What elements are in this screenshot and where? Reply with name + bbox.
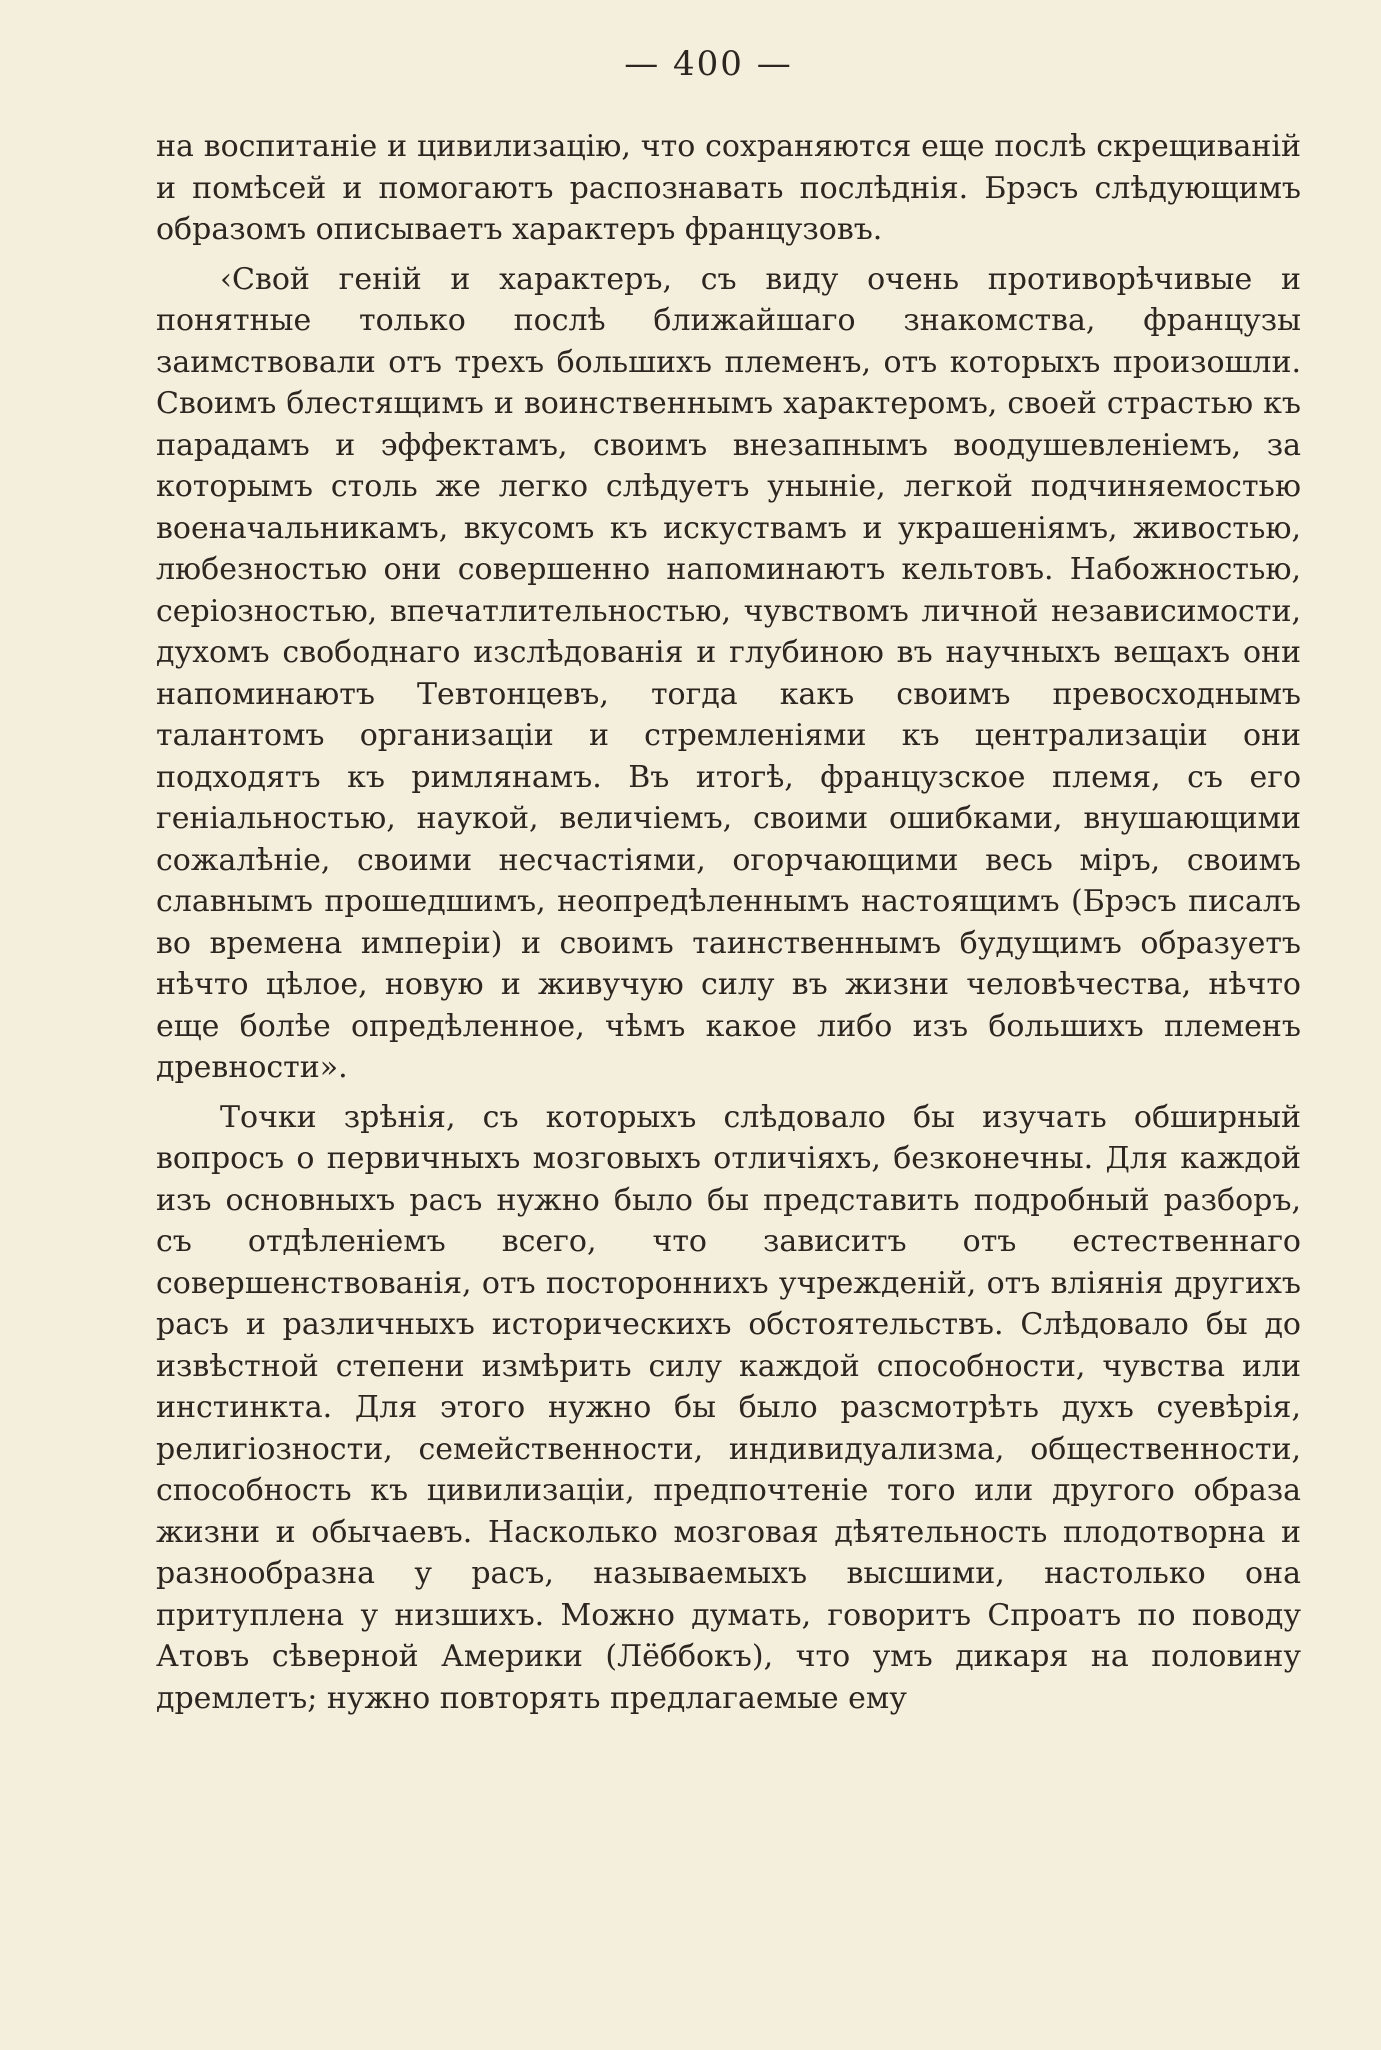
page-number: — 400 — [624,44,793,84]
paragraph-1: на воспитаніе и цивилизацію, что сохраняются еще послѣ скрещиваній и помѣсей и помогаютъ распознавать послѣднія. Брэсъ слѣдующимъ образомъ описываетъ характеръ французовъ. [156,129,1301,247]
paragraph-3: Точки зрѣнія, съ которыхъ слѣдовало бы изучать обширный вопросъ о первичныхъ мозговыхъ отличіяхъ, безконечны. Для каждой изъ основныхъ расъ нужно было бы представить подробный разборъ, съ отдѣленіемъ всего, что зависитъ отъ естественнаго совершенствованія, отъ постороннихъ учрежденій, отъ вліянія другихъ расъ и различныхъ историческихъ обстоятельствъ. Слѣдовало бы до извѣстной степени измѣрить силу каждой способности, чувства или инстинкта. Для этого нужно бы было разсмотрѣть духъ суевѣрія, религіозности, семейственности, индивидуализма, общественности, способность къ цивилизаціи, предпочтеніе того или другого образа жизни и обычаевъ. Насколько мозговая дѣятельность плодотворна и разнообразна у расъ, называемыхъ высшими, настолько она притуплена у низшихъ. Можно думать, говоритъ Спроатъ по поводу Атовъ сѣверной Америки (Лёббокъ), что умъ дикаря на половину дремлетъ; нужно повторять предлагаемые ему [156,1099,1301,1716]
paragraph-2: ‹Свой геній и характеръ, съ виду очень противорѣчивые и понятные только послѣ ближайшаго знакомства, французы заимствовали отъ трехъ большихъ племенъ, отъ которыхъ произошли. Своимъ блестящимъ и воинственнымъ характеромъ, своей страстью къ парадамъ и эффектамъ, своимъ внезапнымъ воодушевленіемъ, за которымъ столь же легко слѣдуетъ уныніе, легкой подчиняемостью военачальникамъ, вкусомъ къ искуствамъ и украшеніямъ, живостью, любезностью они совершенно напоминаютъ кельтовъ. Набожностью, серіозностью, впечатлительностью, чувствомъ личной независимости, духомъ свободнаго изслѣдованія и глубиною въ научныхъ вещахъ они напоминаютъ Тевтонцевъ, тогда какъ своимъ превосходнымъ талантомъ организаціи и стремленіями къ централизаціи они подходятъ къ римлянамъ. Въ итогѣ, французское племя, съ его геніальностью, наукой, величіемъ, своими ошибками, внушающими сожалѣніе, своими несчастіями, огорчающими весь міръ, своимъ славнымъ прошедшимъ, неопредѣленнымъ настоящимъ (Брэсъ писалъ во времена имперіи) и своимъ таинственнымъ будущимъ образуетъ нѣчто цѣлое, новую и живучую силу въ жизни человѣчества, нѣчто еще болѣе опредѣленное, чѣмъ какое либо изъ большихъ племенъ древности». [156,261,1301,1085]
